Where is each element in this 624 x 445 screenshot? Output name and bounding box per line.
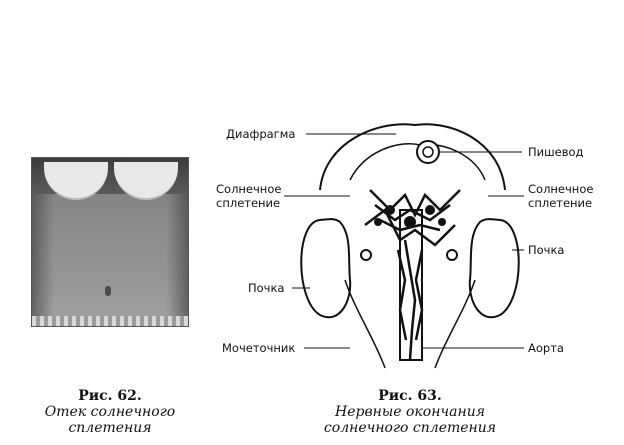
label-solar-plexus-left-1: Солнечное — [216, 182, 282, 196]
figure62-caption — [20, 388, 200, 436]
figure63-number: Рис. 63. — [378, 388, 442, 404]
lace-edge — [32, 316, 188, 326]
label-esophagus: Пишевод — [528, 145, 584, 159]
label-aorta: Аорта — [528, 341, 564, 355]
shade-right — [166, 194, 188, 327]
label-diaphragm: Диафрагма — [226, 127, 296, 141]
figure62-caption-line2: сплетения — [68, 420, 152, 436]
label-kidney-right: Почка — [528, 243, 565, 257]
navel — [105, 286, 111, 296]
label-solar-plexus-left-2: сплетение — [216, 196, 281, 210]
label-ureter: Мочеточник — [222, 341, 296, 355]
figure62-caption-line1: Отек солнечного — [44, 404, 176, 420]
label-solar-plexus-right-2: сплетение — [528, 196, 593, 210]
figure63-caption — [290, 388, 530, 436]
abdomen-photo — [31, 157, 189, 327]
label-kidney-left: Почка — [248, 281, 285, 295]
shade-left — [32, 194, 54, 327]
label-solar-plexus-right-1: Солнечное — [528, 182, 594, 196]
figure63-caption-line1: Нервные окончания — [335, 404, 485, 420]
figure63-caption-line2: солнечного сплетения — [323, 420, 497, 436]
figure62-number: Рис. 62. — [78, 388, 142, 404]
